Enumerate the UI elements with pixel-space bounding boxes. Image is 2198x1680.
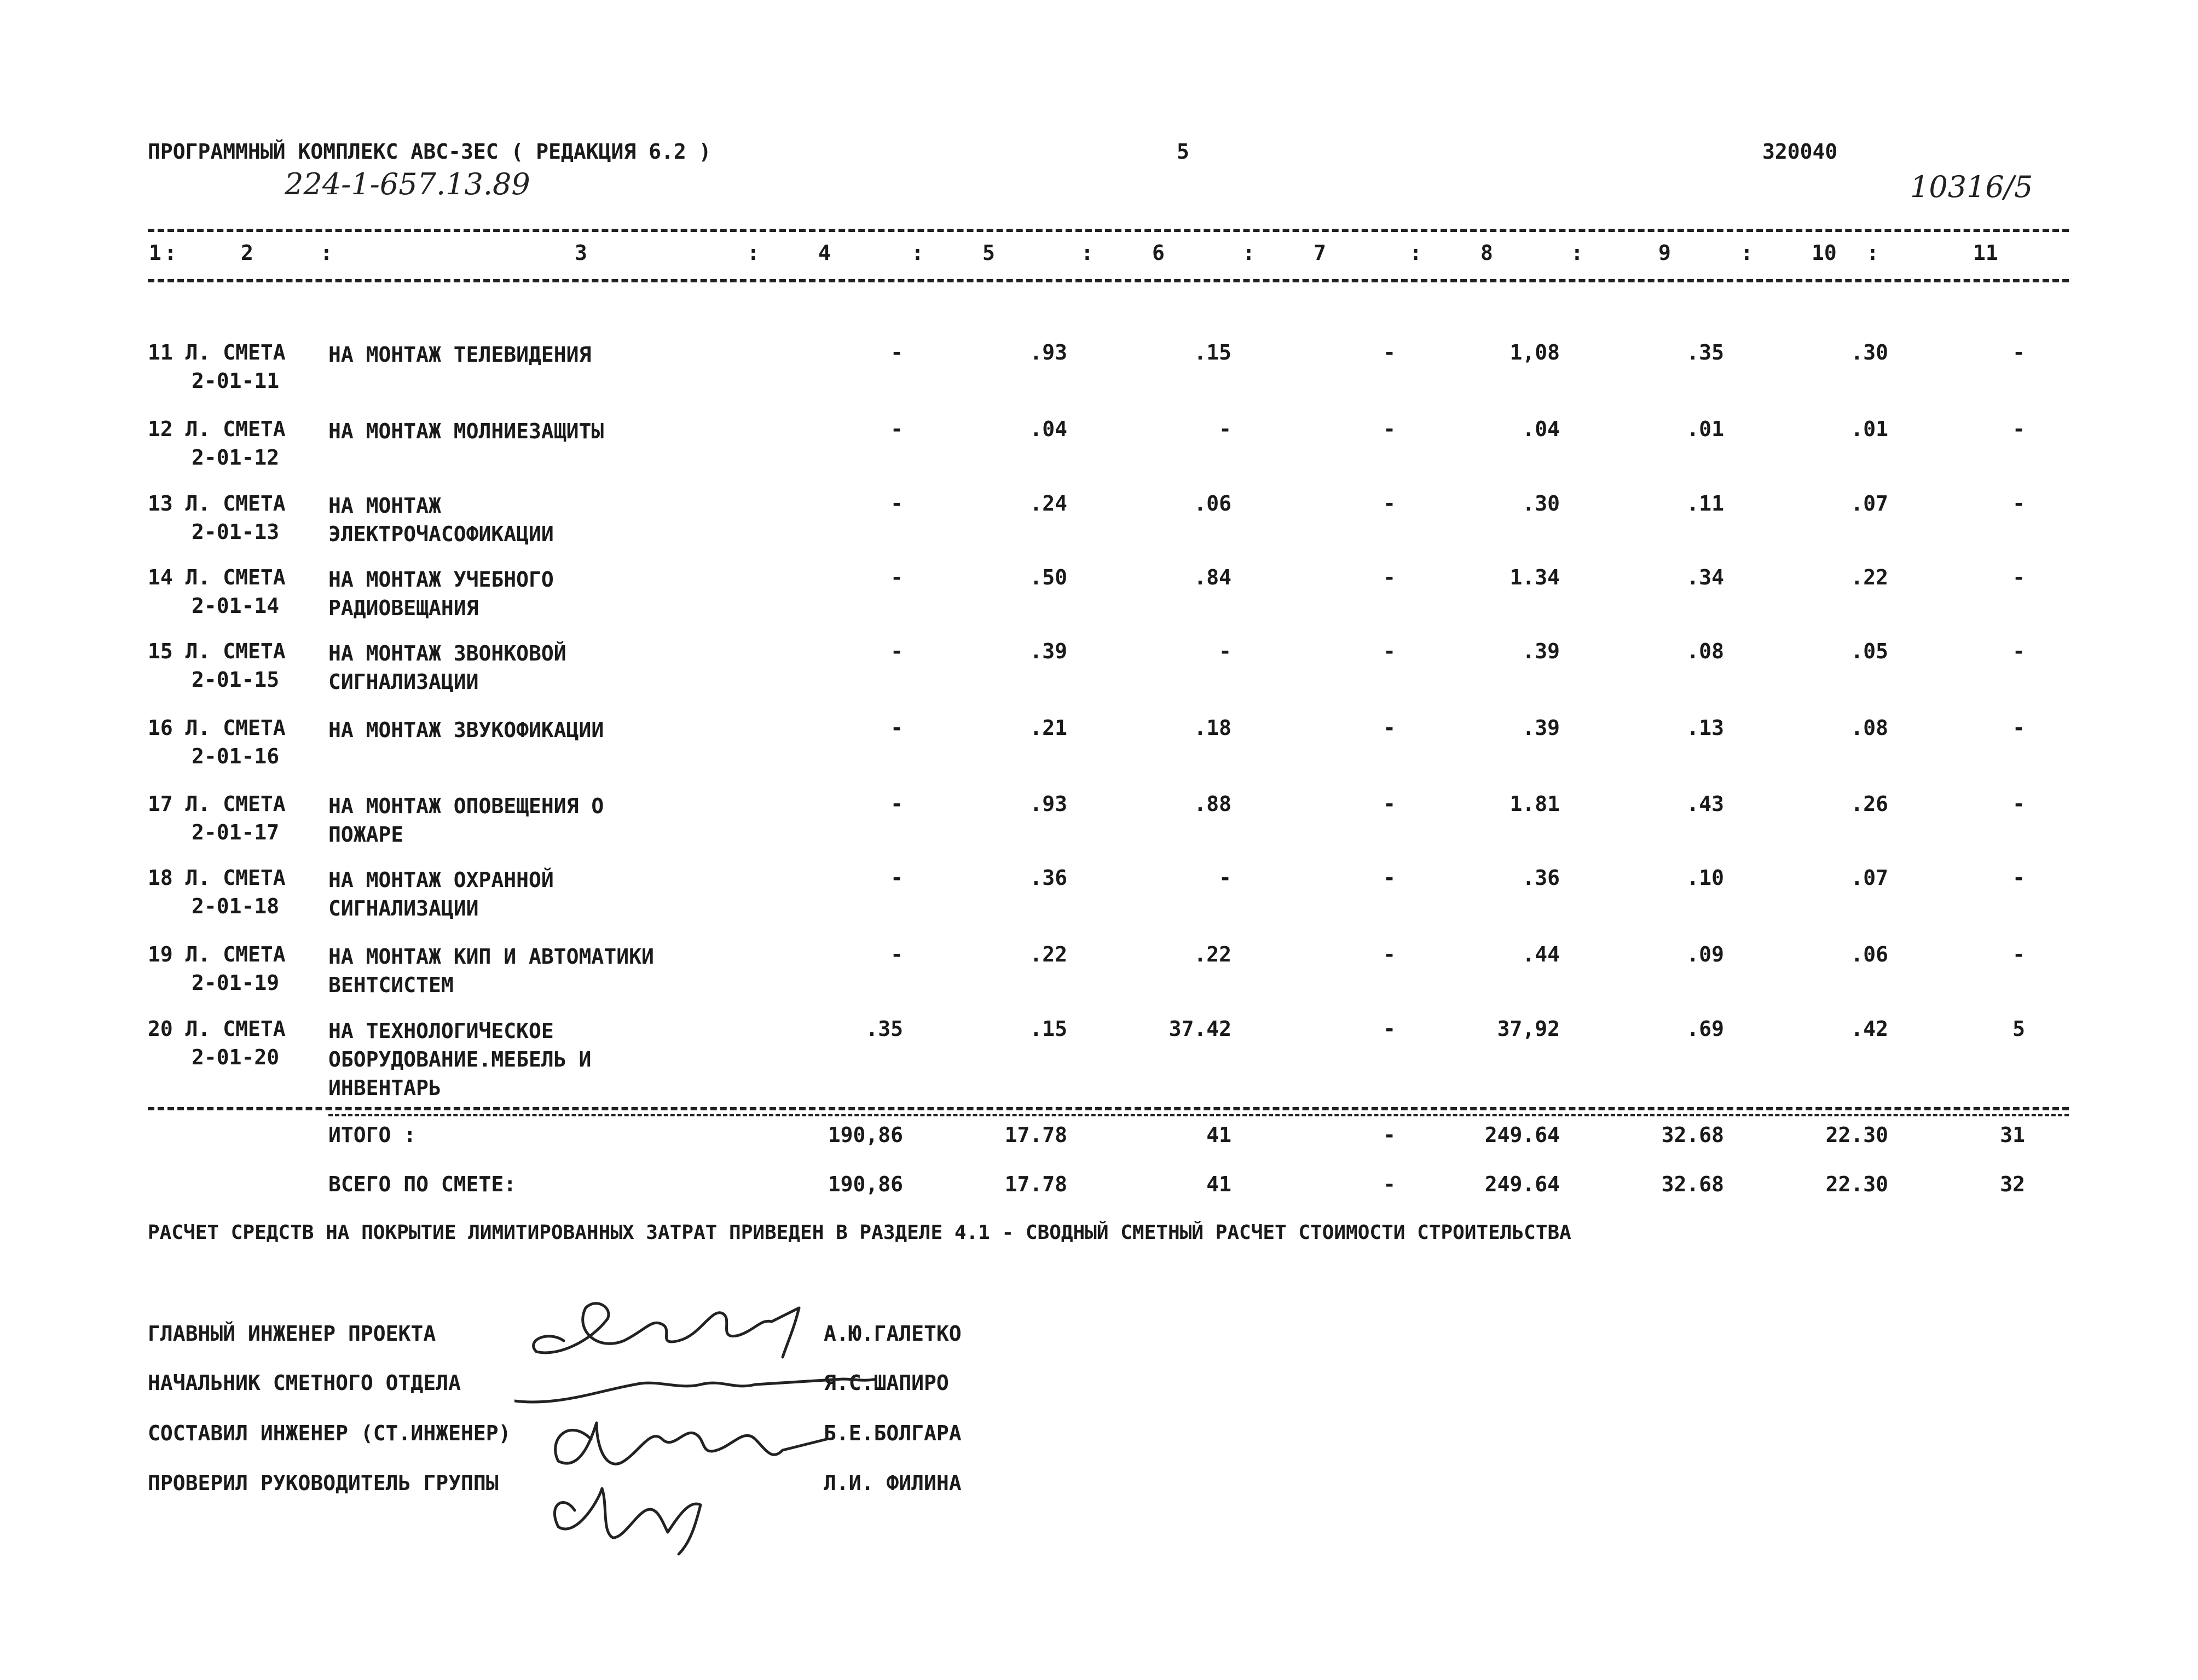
column-number: 6 [1152, 241, 1165, 265]
table-row [0, 942, 2198, 1013]
row-code: 2-01-17 [192, 820, 280, 844]
signature-stroke [534, 1304, 799, 1357]
handwritten-signatures [514, 1275, 898, 1560]
cell: .88 [1194, 792, 1231, 816]
totals-label: ИТОГО : [328, 1123, 417, 1147]
row-description: НА МОНТАЖ ОХРАННОЙ СИГНАЛИЗАЦИИ [328, 868, 554, 920]
row-index: 15 Л. СМЕТА [148, 639, 286, 663]
cell: - [2012, 942, 2025, 966]
cell: 32 [2000, 1172, 2025, 1196]
cell: 17.78 [1004, 1172, 1067, 1196]
cell: 1,08 [1509, 340, 1560, 364]
cell: .18 [1194, 716, 1231, 740]
cell: .44 [1522, 942, 1560, 966]
cell: - [890, 417, 903, 441]
row-index: 13 Л. СМЕТА [148, 491, 286, 515]
totals-rule-secondary [328, 1114, 2069, 1116]
cell: - [1383, 417, 1396, 441]
cell: 32.68 [1661, 1123, 1724, 1147]
table-row [0, 866, 2198, 937]
row-code: 2-01-19 [192, 971, 280, 995]
row-code: 2-01-16 [192, 744, 280, 768]
cell: .07 [1850, 866, 1888, 890]
cell: 249.64 [1484, 1123, 1560, 1147]
cell: 190,86 [828, 1172, 903, 1196]
cell: .35 [1686, 340, 1724, 364]
cell: .39 [1522, 716, 1560, 740]
cell: 5 [2012, 1017, 2025, 1041]
cell: - [890, 716, 903, 740]
cell: .22 [1029, 942, 1067, 966]
totals-rule [148, 1107, 2069, 1110]
cell: .22 [1194, 942, 1231, 966]
cell: - [1383, 340, 1396, 364]
table-row [0, 639, 2198, 710]
cell: .26 [1850, 792, 1888, 816]
row-index: 12 Л. СМЕТА [148, 417, 286, 441]
cell: - [1383, 942, 1396, 966]
signature-name: Л.И. ФИЛИНА [824, 1471, 962, 1495]
table-row [0, 565, 2198, 636]
cell: .07 [1850, 491, 1888, 515]
cell: .39 [1029, 639, 1067, 663]
handwritten-number: 10316/5 [1910, 170, 2033, 204]
row-index: 20 Л. СМЕТА [148, 1017, 286, 1041]
signature-name: Я.С.ШАПИРО [824, 1371, 949, 1395]
cell: .08 [1850, 716, 1888, 740]
totals-row [0, 1123, 2198, 1156]
row-code: 2-01-14 [192, 594, 280, 618]
cell: .24 [1029, 491, 1067, 515]
table-row [0, 340, 2198, 412]
cell: 32.68 [1661, 1172, 1724, 1196]
cell: - [1219, 639, 1231, 663]
cell: .04 [1522, 417, 1560, 441]
cell: - [890, 942, 903, 966]
row-index: 18 Л. СМЕТА [148, 866, 286, 890]
table-row [0, 1017, 2198, 1110]
top-rule [148, 229, 2069, 232]
cell: .11 [1686, 491, 1724, 515]
cell: 249.64 [1484, 1172, 1560, 1196]
column-number: 9 [1658, 241, 1671, 265]
row-index: 11 Л. СМЕТА [148, 340, 286, 364]
cell: .08 [1686, 639, 1724, 663]
cell: - [890, 866, 903, 890]
row-description: НА МОНТАЖ ЗВУКОФИКАЦИИ [328, 718, 604, 742]
cell: - [1383, 1123, 1396, 1147]
column-number: 4 [818, 241, 831, 265]
handwritten-reference: 224-1-657.13.89 [285, 167, 530, 201]
row-code: 2-01-13 [192, 520, 280, 544]
cell: .09 [1686, 942, 1724, 966]
cell: - [1219, 866, 1231, 890]
cell: .06 [1194, 491, 1231, 515]
cell: - [1383, 866, 1396, 890]
cell: .84 [1194, 565, 1231, 589]
row-code: 2-01-18 [192, 894, 280, 918]
cell: .21 [1029, 716, 1067, 740]
row-index: 16 Л. СМЕТА [148, 716, 286, 740]
row-description: НА МОНТАЖ ТЕЛЕВИДЕНИЯ [328, 343, 592, 367]
cell: 17.78 [1004, 1123, 1067, 1147]
cell: - [890, 340, 903, 364]
cell: .01 [1850, 417, 1888, 441]
cell: - [2012, 417, 2025, 441]
cell: - [1383, 792, 1396, 816]
column-number: 7 [1314, 241, 1326, 265]
cell: .93 [1029, 340, 1067, 364]
signature-role: НАЧАЛЬНИК СМЕТНОГО ОТДЕЛА [148, 1371, 461, 1395]
cell: - [890, 565, 903, 589]
cell: .13 [1686, 716, 1724, 740]
signature-role: ПРОВЕРИЛ РУКОВОДИТЕЛЬ ГРУППЫ [148, 1471, 499, 1495]
cell: 1.81 [1509, 792, 1560, 816]
cell: .50 [1029, 565, 1067, 589]
grand-total-label: ВСЕГО ПО СМЕТЕ: [328, 1172, 517, 1196]
signature-role: СОСТАВИЛ ИНЖЕНЕР (СТ.ИНЖЕНЕР) [148, 1421, 511, 1445]
row-description: НА МОНТАЖ УЧЕБНОГО РАДИОВЕЩАНИЯ [328, 567, 554, 620]
table-row [0, 792, 2198, 863]
cell: - [1383, 716, 1396, 740]
cell: .22 [1850, 565, 1888, 589]
cell: .39 [1522, 639, 1560, 663]
cell: - [1383, 639, 1396, 663]
cell: 22.30 [1825, 1172, 1888, 1196]
column-number: 2 [241, 241, 253, 265]
cell: - [1219, 417, 1231, 441]
signature-role: ГЛАВНЫЙ ИНЖЕНЕР ПРОЕКТА [148, 1322, 436, 1346]
cell: - [2012, 340, 2025, 364]
column-number: 8 [1480, 241, 1493, 265]
signature-stroke [514, 1379, 876, 1402]
row-description: НА МОНТАЖ ЭЛЕКТРОЧАСОФИКАЦИИ [328, 494, 554, 546]
row-code: 2-01-12 [192, 445, 280, 470]
cell: - [1383, 1172, 1396, 1196]
cell: - [2012, 716, 2025, 740]
cell: - [890, 491, 903, 515]
signature-name: Б.Е.БОЛГАРА [824, 1421, 962, 1445]
cell: .34 [1686, 565, 1724, 589]
cell: .36 [1522, 866, 1560, 890]
cell: - [890, 639, 903, 663]
table-row [0, 417, 2198, 488]
cell: - [2012, 792, 2025, 816]
row-code: 2-01-11 [192, 369, 280, 393]
cell: - [2012, 491, 2025, 515]
row-index: 14 Л. СМЕТА [148, 565, 286, 589]
column-number: 11 [1973, 241, 1998, 265]
row-code: 2-01-15 [192, 668, 280, 692]
table-row [0, 716, 2198, 787]
row-description: НА МОНТАЖ МОЛНИЕЗАЩИТЫ [328, 419, 604, 443]
column-number: 3 [575, 241, 587, 265]
cell: .93 [1029, 792, 1067, 816]
cell: 190,86 [828, 1123, 903, 1147]
cell: 41 [1206, 1123, 1231, 1147]
cell: 41 [1206, 1172, 1231, 1196]
cell: - [2012, 639, 2025, 663]
cell: .15 [1029, 1017, 1067, 1041]
program-title: ПРОГРАММНЫЙ КОМПЛЕКС АВС-ЗЕС ( РЕДАКЦИЯ 6.2 ) [148, 140, 712, 164]
cell: .36 [1029, 866, 1067, 890]
cell: .35 [865, 1017, 903, 1041]
limited-costs-note: РАСЧЕТ СРЕДСТВ НА ПОКРЫТИЕ ЛИМИТИРОВАННЫХ ЗАТРАТ ПРИВЕДЕН В РАЗДЕЛЕ 4.1 - СВОДНЫЙ СМЕТНЫЙ РАСЧЕТ СТОИМОСТИ СТРОИТЕЛЬСТВА [148, 1221, 1571, 1244]
row-index: 19 Л. СМЕТА [148, 942, 286, 966]
cell: 1.34 [1509, 565, 1560, 589]
cell: 22.30 [1825, 1123, 1888, 1147]
column-number: 1 [149, 241, 161, 265]
row-description: НА МОНТАЖ КИП И АВТОМАТИКИ ВЕНТСИСТЕМ [328, 945, 654, 997]
cell: .69 [1686, 1017, 1724, 1041]
cell: - [1383, 1017, 1396, 1041]
cell: .01 [1686, 417, 1724, 441]
cell: .43 [1686, 792, 1724, 816]
table-row [0, 491, 2198, 563]
row-description: НА МОНТАЖ ОПОВЕЩЕНИЯ О ПОЖАРЕ [328, 794, 604, 847]
cell: .05 [1850, 639, 1888, 663]
signature-name: А.Ю.ГАЛЕТКО [824, 1322, 962, 1346]
cell: .04 [1029, 417, 1067, 441]
cell: 31 [2000, 1123, 2025, 1147]
row-code: 2-01-20 [192, 1045, 280, 1069]
cell: .10 [1686, 866, 1724, 890]
cell: - [890, 792, 903, 816]
column-header-row: 1 2 3 4 5 6 7 8 9 10 11 : : : : : : : : : : [149, 241, 1998, 265]
column-number: 5 [982, 241, 995, 265]
cell: - [2012, 866, 2025, 890]
row-description: НА МОНТАЖ ЗВОНКОВОЙ СИГНАЛИЗАЦИИ [328, 641, 566, 694]
signature-stroke [556, 1423, 826, 1464]
cell: - [1383, 491, 1396, 515]
cell: - [1383, 565, 1396, 589]
cell: .06 [1850, 942, 1888, 966]
row-description: НА ТЕХНОЛОГИЧЕСКОЕ ОБОРУДОВАНИЕ.МЕБЕЛЬ И ИНВЕНТАРЬ [328, 1019, 592, 1100]
cell: 37.42 [1169, 1017, 1231, 1041]
cell: .42 [1850, 1017, 1888, 1041]
cell: .30 [1850, 340, 1888, 364]
cell: 37,92 [1497, 1017, 1560, 1041]
header-bottom-rule [148, 279, 2069, 282]
cell: .30 [1522, 491, 1560, 515]
document-code: 320040 [1762, 140, 1838, 164]
cell: .15 [1194, 340, 1231, 364]
column-number: 10 [1812, 241, 1837, 265]
grand-total-row [0, 1172, 2198, 1205]
row-index: 17 Л. СМЕТА [148, 792, 286, 816]
signature-stroke [554, 1488, 701, 1554]
page-number: 5 [1177, 140, 1189, 164]
cell: - [2012, 565, 2025, 589]
